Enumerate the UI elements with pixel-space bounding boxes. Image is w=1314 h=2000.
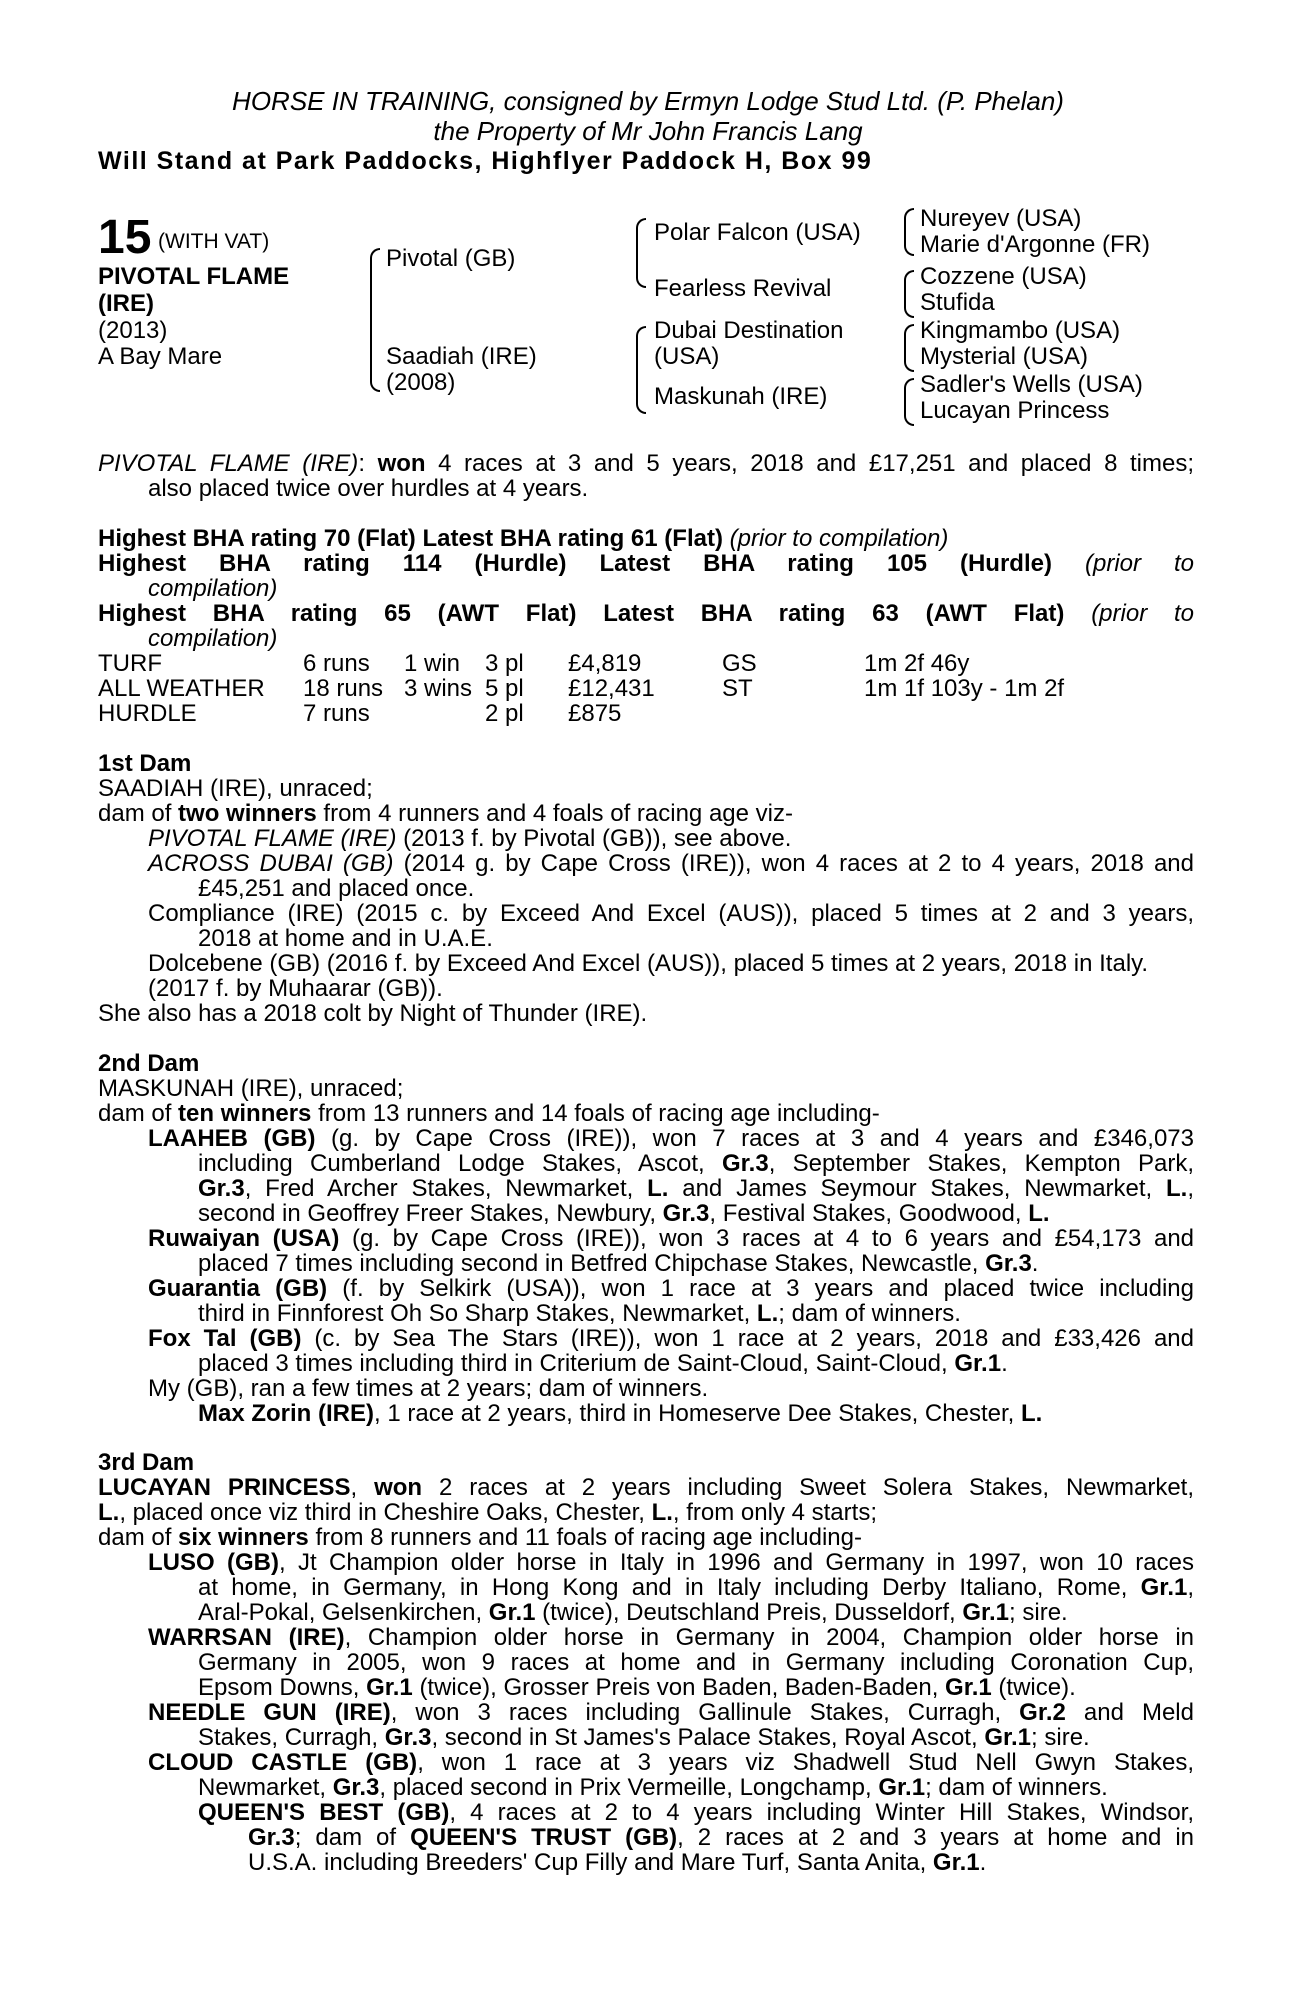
- pedigree-sdd: Stufida: [920, 289, 995, 316]
- pedigree-dam-name: Saadiah (IRE): [386, 343, 537, 370]
- pedigree-bracket-2: [636, 218, 646, 288]
- text: , Fred Archer Stakes, Newmarket,: [244, 1176, 634, 1201]
- third-dam-produce: [98, 1525, 1194, 1550]
- produce-entry: [98, 1276, 1194, 1301]
- produce-name: Ruwaiyan (USA): [148, 1226, 340, 1251]
- pedigree-sire: Pivotal (GB): [386, 245, 516, 272]
- text: , Festival Stakes, Goodwood,: [709, 1201, 1022, 1226]
- text: Aral-Pokal, Gelsenkirchen,: [198, 1600, 483, 1625]
- grade: Gr.2: [1019, 1700, 1066, 1725]
- text: dam of: [98, 1525, 172, 1550]
- grandproduce-entry-cont: [98, 1825, 1194, 1850]
- produce-entry: [98, 851, 1194, 876]
- produce-entry-cont: [98, 1675, 1194, 1700]
- produce-name: PIVOTAL FLAME (IRE): [148, 826, 397, 851]
- pedigree-bracket-1: [370, 248, 380, 392]
- grade: L.: [1166, 1176, 1188, 1201]
- grade: Gr.1: [932, 1850, 980, 1875]
- produce-name: LUSO (GB): [148, 1550, 279, 1575]
- record-surface: HURDLE: [98, 700, 197, 727]
- record-wins: 3 wins: [404, 675, 473, 702]
- grade: Gr.1: [488, 1600, 536, 1625]
- text: , 2 races at 2 and 3 years at home and in: [677, 1825, 1194, 1850]
- grade: L.: [1020, 1401, 1043, 1426]
- text: .: [979, 1850, 987, 1875]
- produce-entry: [98, 1326, 1194, 1351]
- produce-entry: [98, 1226, 1194, 1251]
- pedigree-bracket-4: [904, 208, 914, 256]
- rating-flat: [98, 526, 1194, 551]
- horse-name-country: (IRE): [98, 290, 154, 317]
- produce-name: LAAHEB (GB): [148, 1126, 316, 1151]
- grandproduce-entry: [98, 1401, 1194, 1426]
- produce-entry: [98, 826, 1194, 851]
- third-dam-record: [98, 1500, 1194, 1525]
- rating-awt-note: [98, 626, 1194, 651]
- produce-name: Max Zorin (IRE): [198, 1401, 375, 1426]
- winners-count: six winners: [178, 1525, 309, 1550]
- first-dam-section: [98, 751, 1194, 1026]
- text: , second in St James's Palace Stakes, Royal Ascot,: [431, 1725, 978, 1750]
- produce-note: She also has a 2018 colt by Night of Thunder (IRE).: [98, 1001, 648, 1026]
- first-dam-name: SAADIAH (IRE), unraced;: [98, 776, 373, 801]
- produce-entry-cont: [98, 1775, 1194, 1800]
- text: , Champion older horse in Germany in 2004, Champion older horse in: [344, 1625, 1194, 1650]
- grade: L.: [1028, 1201, 1050, 1226]
- produce-name: QUEEN'S TRUST (GB): [410, 1825, 678, 1850]
- text: ; sire.: [1009, 1600, 1068, 1625]
- produce-entry: My (GB), ran a few times at 2 years; dam of winners.: [148, 1376, 709, 1401]
- produce-name: Fox Tal (GB): [148, 1326, 302, 1351]
- summary-text: 4 races at 3 and 5 years, 2018 and £17,251 and placed 8 times;: [438, 451, 1194, 476]
- horse-name-ref: PIVOTAL FLAME (IRE): [98, 451, 359, 476]
- record-placed: 2 pl: [485, 700, 524, 727]
- produce-name: CLOUD CASTLE (GB): [148, 1750, 418, 1775]
- text: (twice).: [998, 1675, 1076, 1700]
- text: (c. by Sea The Stars (IRE)), won 1 race at 2 years, 2018 and £33,426 and: [314, 1326, 1194, 1351]
- text: , 4 races at 2 to 4 years including Winter Hill Stakes, Windsor,: [449, 1800, 1194, 1825]
- grade: Gr.1: [954, 1351, 1002, 1376]
- record-prize: £4,819: [568, 650, 642, 677]
- grade: Gr.1: [945, 1675, 992, 1700]
- rating-hurdle-note: [98, 576, 1194, 601]
- text: (f. by Selkirk (USA)), won 1 race at 3 years and placed twice including: [342, 1276, 1194, 1301]
- pedigree-bracket-5: [904, 270, 914, 318]
- pedigree-dds: Sadler's Wells (USA): [920, 371, 1143, 398]
- text: , placed once viz third in Cheshire Oaks, Chester,: [119, 1500, 645, 1525]
- produce-name: QUEEN'S BEST (GB): [198, 1800, 450, 1825]
- second-dam-produce: [98, 1101, 1194, 1126]
- pedigree-dsd: Mysterial (USA): [920, 343, 1089, 370]
- produce-name: Guarantia (GB): [148, 1276, 328, 1301]
- text: , September Stakes, Kempton Park,: [768, 1151, 1194, 1176]
- grade: Gr.3: [985, 1251, 1032, 1276]
- consignor-line: HORSE IN TRAINING, consigned by Ermyn Lodge Stud Ltd. (P. Phelan): [232, 86, 1064, 116]
- produce-entry: [98, 1625, 1194, 1650]
- produce-entry-cont: £45,251 and placed once.: [198, 876, 475, 901]
- text: from 13 runners and 14 foals of racing age including-: [318, 1101, 880, 1126]
- record-distance: 1m 2f 46y: [864, 650, 970, 677]
- rating-note: (prior to: [1084, 551, 1194, 576]
- grade: Gr.3: [332, 1775, 380, 1800]
- text: and Meld: [1083, 1700, 1194, 1725]
- text: , placed second in Prix Vermeille, Longchamp,: [379, 1775, 872, 1800]
- text: Stakes, Curragh,: [198, 1725, 379, 1750]
- pedigree-bracket-3: [636, 326, 646, 414]
- text: ; dam of winners.: [778, 1301, 961, 1326]
- grade: Gr.1: [1140, 1575, 1188, 1600]
- rating-note: (prior to compilation): [729, 526, 949, 551]
- produce-entry-cont: [98, 1575, 1194, 1600]
- horse-description: A Bay Mare: [98, 343, 223, 370]
- pedigree-sd: Fearless Revival: [654, 275, 832, 302]
- lot-number: 15: [98, 211, 152, 264]
- pedigree-sss: Nureyev (USA): [920, 205, 1082, 232]
- text: , from only 4 starts;: [672, 1500, 877, 1525]
- ratings-block: [98, 526, 1194, 651]
- grade: Gr.1: [366, 1675, 413, 1700]
- first-dam-heading: 1st Dam: [98, 751, 192, 776]
- pedigree-dd: Maskunah (IRE): [654, 383, 828, 410]
- third-dam-heading: 3rd Dam: [98, 1450, 195, 1475]
- record-surface: TURF: [98, 650, 162, 677]
- text: .: [1031, 1251, 1039, 1276]
- text: , 1 race at 2 years, third in Homeserve Dee Stakes, Chester,: [374, 1401, 1015, 1426]
- won-label: won: [374, 1475, 423, 1500]
- third-dam-section: [98, 1450, 1194, 1875]
- record-going: GS: [722, 650, 757, 677]
- grade: L.: [647, 1176, 669, 1201]
- first-dam-produce: [98, 801, 1194, 826]
- text: (twice), Deutschland Preis, Dusseldorf,: [542, 1600, 956, 1625]
- text: (2013 f. by Pivotal (GB)), see above.: [403, 826, 792, 851]
- winners-count: ten winners: [178, 1101, 312, 1126]
- won-label: won: [377, 451, 426, 476]
- grade: L.: [756, 1301, 779, 1326]
- produce-entry: Dolcebene (GB) (2016 f. by Exceed And Excel (AUS)), placed 5 times at 2 years, 2018 in Italy.: [148, 951, 1149, 976]
- produce-entry: [98, 1700, 1194, 1725]
- text: ; dam of winners.: [925, 1775, 1108, 1800]
- pedigree-ds-line1: Dubai Destination: [654, 317, 844, 344]
- rating-awt-text: Highest BHA rating 65 (AWT Flat) Latest BHA rating 63 (AWT Flat): [98, 601, 1065, 626]
- text: placed 3 times including third in Criterium de Saint-Cloud, Saint-Cloud,: [198, 1351, 948, 1376]
- produce-entry: Compliance (IRE) (2015 c. by Exceed And Excel (AUS)), placed 5 times at 2 and 3 years,: [148, 901, 1194, 926]
- text: dam of: [98, 801, 172, 826]
- rating-note: compilation): [148, 576, 278, 601]
- produce-name: WARRSAN (IRE): [148, 1625, 345, 1650]
- race-summary-line1: [98, 451, 1194, 476]
- rating-note: compilation): [148, 626, 278, 651]
- text: 2 races at 2 years including Sweet Solera Stakes, Newmarket,: [439, 1475, 1194, 1500]
- grade: L.: [651, 1500, 673, 1525]
- record-surface: ALL WEATHER: [98, 675, 265, 702]
- text: , won 3 races including Gallinule Stakes, Curragh,: [390, 1700, 1002, 1725]
- pedigree-bracket-6: [904, 324, 914, 372]
- pedigree-dam-year: (2008): [386, 369, 456, 396]
- produce-entry: [98, 1126, 1194, 1151]
- grade: Gr.3: [198, 1176, 245, 1201]
- grade: Gr.3: [662, 1201, 710, 1226]
- text: ; sire.: [1031, 1725, 1090, 1750]
- grade: Gr.3: [248, 1825, 295, 1850]
- text: ,: [1187, 1575, 1194, 1600]
- grandproduce-entry-cont: [98, 1850, 1194, 1875]
- race-summary-line2: also placed twice over hurdles at 4 years.: [148, 476, 589, 501]
- grade: L.: [98, 1500, 120, 1525]
- grade: Gr.3: [722, 1151, 769, 1176]
- record-runs: 7 runs: [303, 700, 370, 727]
- text: ; dam of: [294, 1825, 397, 1850]
- pedigree-ss: Polar Falcon (USA): [654, 219, 861, 246]
- grade: Gr.1: [984, 1725, 1032, 1750]
- text: (g. by Cape Cross (IRE)), won 3 races at 4 to 6 years and £54,173 and: [352, 1226, 1194, 1251]
- text: from 4 runners and 4 foals of racing age viz-: [323, 801, 793, 826]
- produce-name: ACROSS DUBAI (GB): [148, 851, 394, 876]
- produce-name: NEEDLE GUN (IRE): [148, 1700, 391, 1725]
- produce-entry-cont: [98, 1301, 1194, 1326]
- text: third in Finnforest Oh So Sharp Stakes, Newmarket,: [198, 1301, 751, 1326]
- record-runs: 6 runs: [303, 650, 370, 677]
- second-dam-heading: 2nd Dam: [98, 1051, 200, 1076]
- pedigree-ddd: Lucayan Princess: [920, 397, 1110, 424]
- dam-name: LUCAYAN PRINCESS: [98, 1475, 351, 1500]
- text: placed 7 times including second in Betfred Chipchase Stakes, Newcastle,: [198, 1251, 979, 1276]
- colon: :: [358, 451, 365, 476]
- rating-note: (prior to: [1091, 601, 1194, 626]
- record-going: ST: [722, 675, 753, 702]
- third-dam-name: [98, 1475, 1194, 1500]
- produce-entry: [98, 1550, 1194, 1575]
- rating-flat-text: Highest BHA rating 70 (Flat) Latest BHA rating 61 (Flat): [98, 526, 723, 551]
- record-runs: 18 runs: [303, 675, 384, 702]
- text: at home, in Germany, in Hong Kong and in Italy including Derby Italiano, Rome,: [198, 1575, 1128, 1600]
- produce-entry-cont: [98, 1151, 1194, 1176]
- vat-note: (WITH VAT): [158, 230, 270, 253]
- second-dam-name: MASKUNAH (IRE), unraced;: [98, 1076, 404, 1101]
- horse-name: PIVOTAL FLAME: [98, 263, 290, 290]
- text: ,: [350, 1475, 358, 1500]
- text: from 8 runners and 11 foals of racing age including-: [315, 1525, 862, 1550]
- record-prize: £875: [568, 700, 622, 727]
- record-placed: 3 pl: [485, 650, 524, 677]
- produce-entry-cont: [98, 1351, 1194, 1376]
- pedigree-sds: Cozzene (USA): [920, 263, 1087, 290]
- text: (twice), Grosser Preis von Baden, Baden-Baden,: [419, 1675, 939, 1700]
- rating-awt: [98, 601, 1194, 626]
- produce-entry: (2017 f. by Muhaarar (GB)).: [148, 976, 443, 1001]
- produce-entry-cont: [98, 1725, 1194, 1750]
- record-wins: 1 win: [404, 650, 461, 677]
- text: dam of: [98, 1101, 172, 1126]
- grandproduce-entry: [98, 1800, 1194, 1825]
- race-summary: [98, 451, 1194, 501]
- text: ,: [1187, 1176, 1194, 1201]
- text: Newmarket,: [198, 1775, 327, 1800]
- text: and James Seymour Stakes, Newmarket,: [682, 1176, 1153, 1201]
- produce-entry-cont: [98, 1600, 1194, 1625]
- grade: Gr.1: [878, 1775, 926, 1800]
- property-line: the Property of Mr John Francis Lang: [433, 116, 863, 146]
- text: , Jt Champion older horse in Italy in 1996 and Germany in 1997, won 10 races: [279, 1550, 1194, 1575]
- second-dam-section: [98, 1051, 1194, 1426]
- rating-hurdle-text: Highest BHA rating 114 (Hurdle) Latest BHA rating 105 (Hurdle): [98, 551, 1052, 576]
- text: (g. by Cape Cross (IRE)), won 7 races at 3 and 4 years and £346,073: [331, 1126, 1194, 1151]
- text: including Cumberland Lodge Stakes, Ascot,: [198, 1151, 705, 1176]
- text: Epsom Downs,: [198, 1675, 360, 1700]
- record-distance: 1m 1f 103y - 1m 2f: [864, 675, 1065, 702]
- text: second in Geoffrey Freer Stakes, Newbury,: [198, 1201, 656, 1226]
- record-prize: £12,431: [568, 675, 655, 702]
- produce-entry-cont: [98, 1251, 1194, 1276]
- grade: Gr.3: [384, 1725, 432, 1750]
- produce-entry-cont: 2018 at home and in U.A.E.: [198, 926, 493, 951]
- produce-entry-cont: Germany in 2005, won 9 races at home and in Germany including Coronation Cup,: [198, 1650, 1194, 1675]
- pedigree-dss: Kingmambo (USA): [920, 317, 1121, 344]
- rating-hurdle: [98, 551, 1194, 576]
- pedigree-ssd: Marie d'Argonne (FR): [920, 231, 1150, 258]
- grade: Gr.1: [962, 1600, 1010, 1625]
- text: (2014 g. by Cape Cross (IRE)), won 4 races at 2 to 4 years, 2018 and: [403, 851, 1194, 876]
- produce-entry: [98, 1750, 1194, 1775]
- record-placed: 5 pl: [485, 675, 524, 702]
- text: , won 1 race at 3 years viz Shadwell Stud Nell Gwyn Stakes,: [417, 1750, 1194, 1775]
- produce-entry-cont: [98, 1176, 1194, 1201]
- winners-count: two winners: [178, 801, 317, 826]
- text: .: [1001, 1351, 1008, 1376]
- pedigree-bracket-7: [904, 378, 914, 426]
- foaling-year: (2013): [98, 317, 168, 344]
- stand-line: Will Stand at Park Paddocks, Highflyer Paddock H, Box 99: [98, 147, 873, 175]
- text: U.S.A. including Breeders' Cup Filly and Mare Turf, Santa Anita,: [248, 1850, 927, 1875]
- pedigree-ds-line2: (USA): [654, 343, 720, 370]
- produce-entry-cont: [98, 1201, 1194, 1226]
